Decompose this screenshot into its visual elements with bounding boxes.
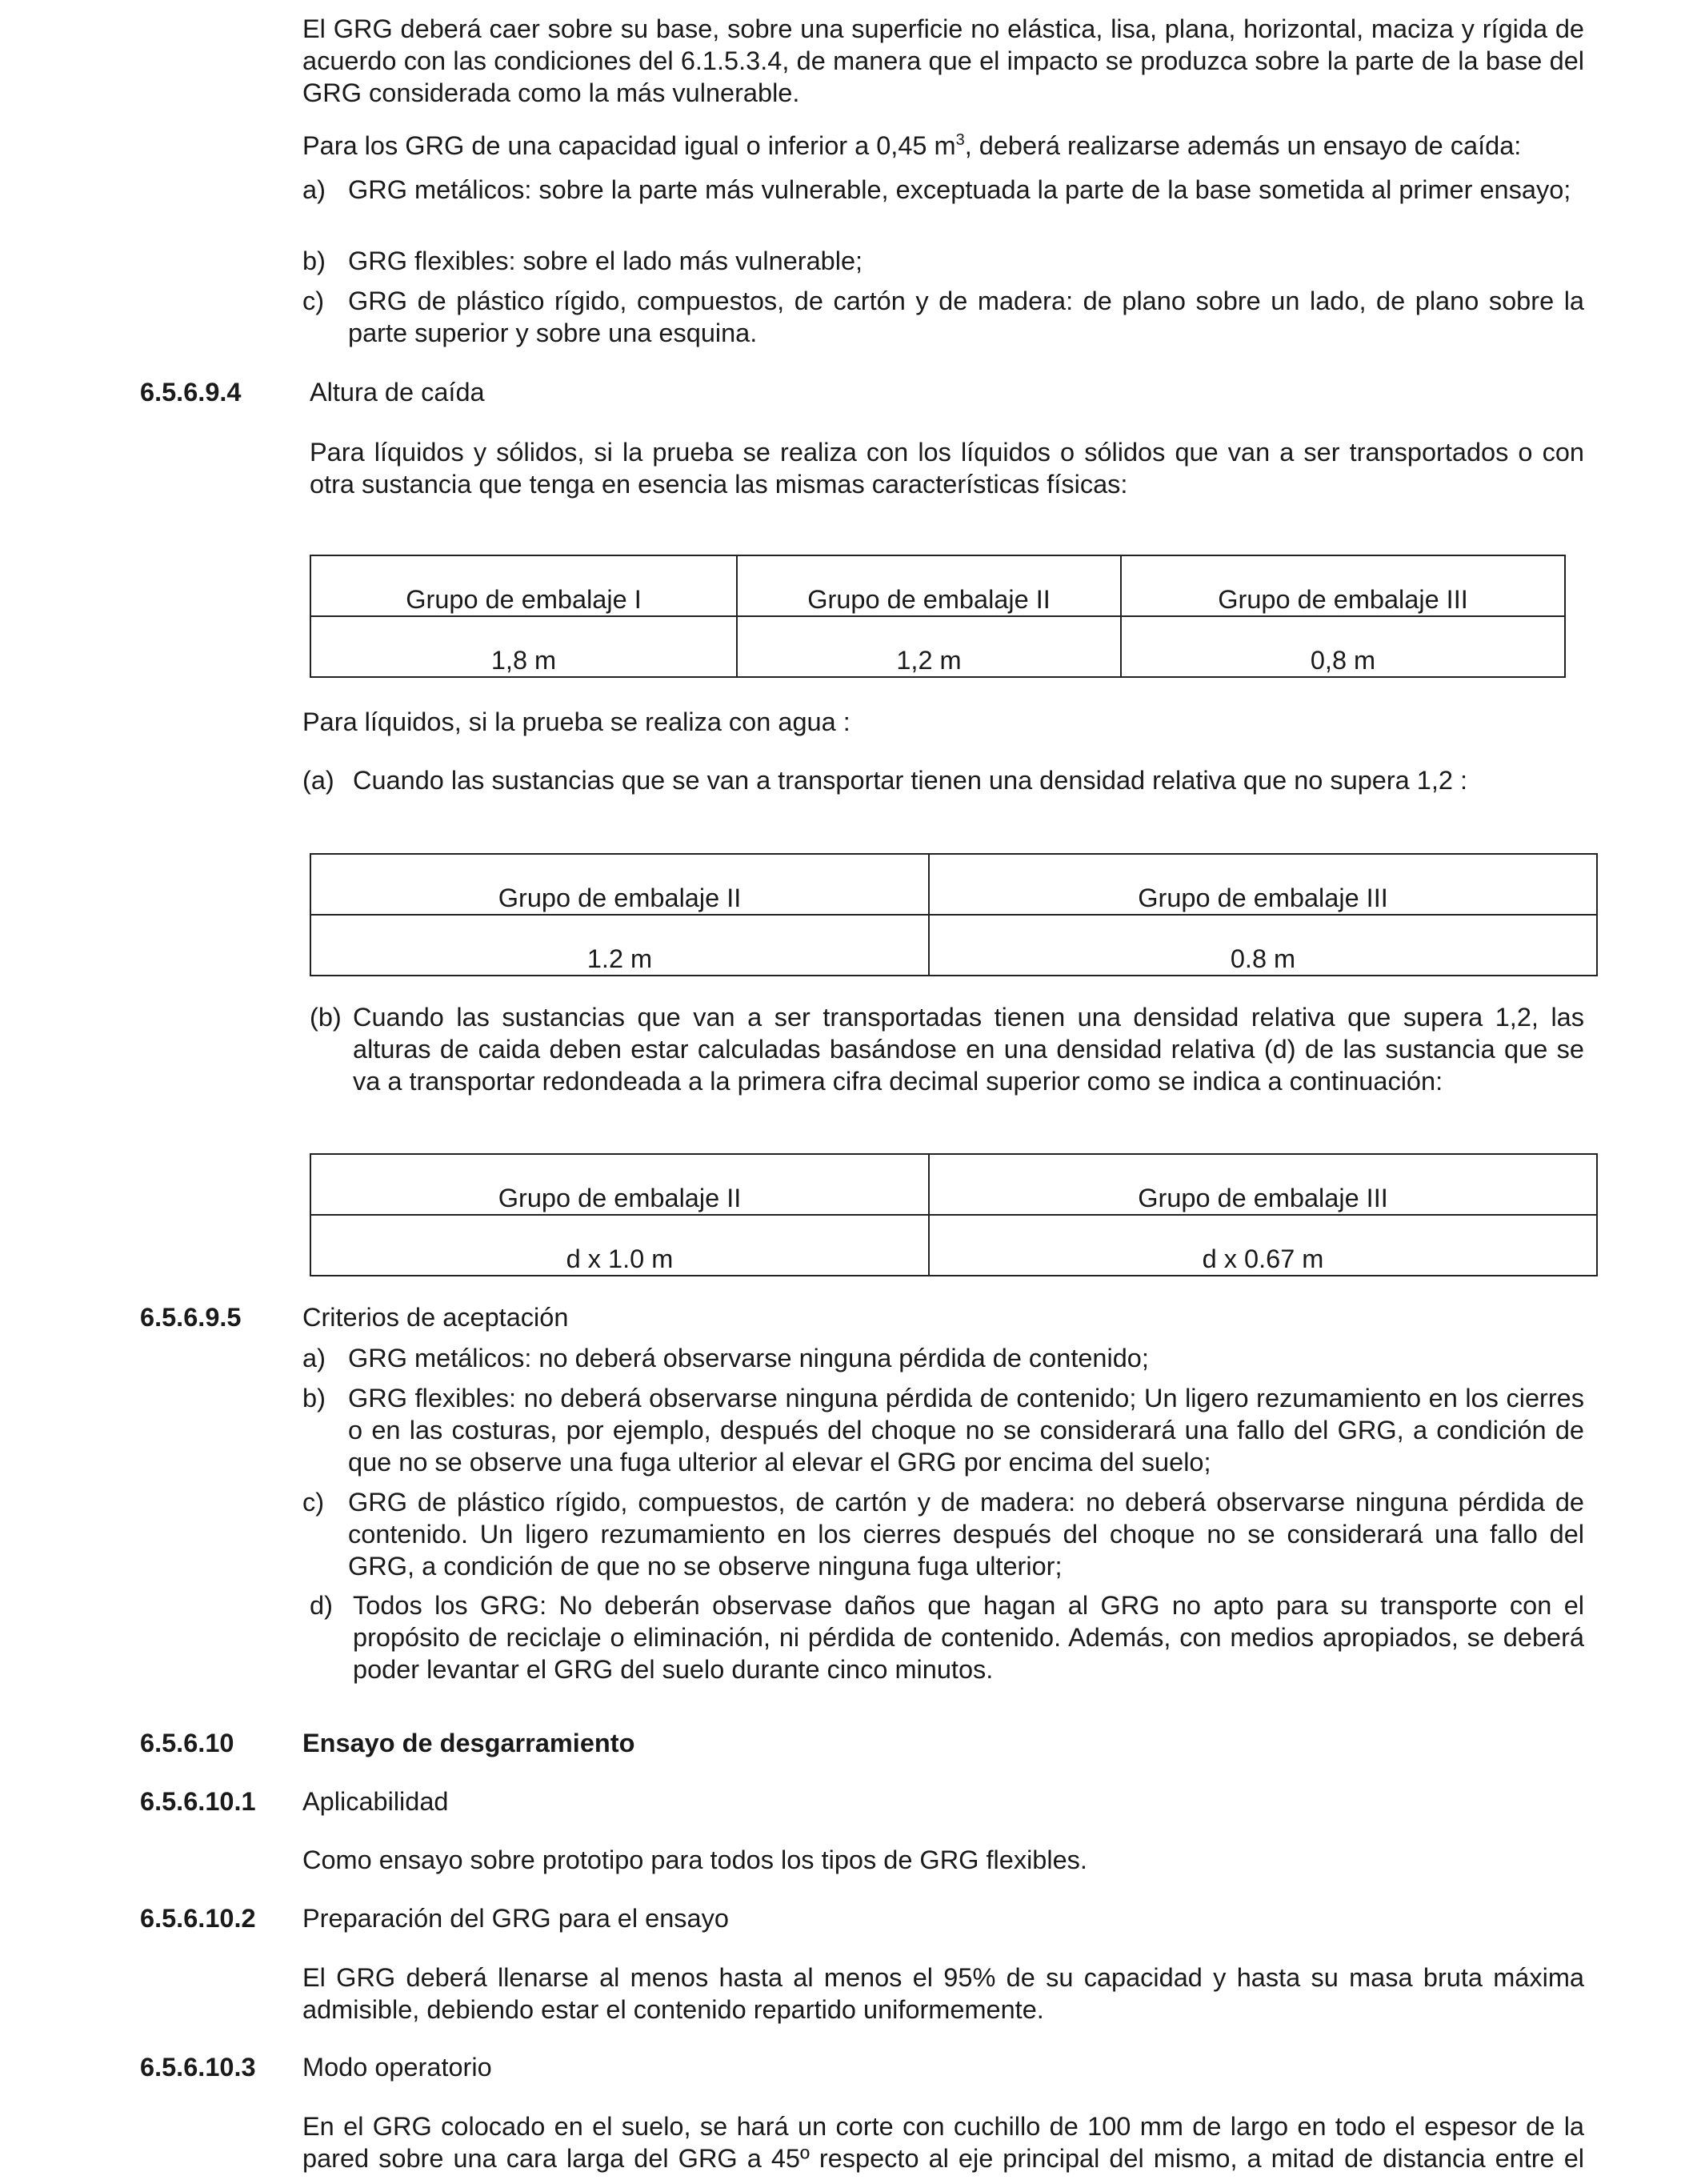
- table-row: [310, 915, 1597, 976]
- list-item-label: (a): [302, 766, 334, 795]
- list-item-label: c): [302, 1488, 325, 1517]
- section-656102-paragraph: El GRG deberá llenarse al menos hasta al menos el 95% de su capacidad y hasta su masa bruta máxima admisible, debiendo estar el contenido repartido uniformemente.: [302, 1963, 1584, 2024]
- section-number-6-5-6-10-2: 6.5.6.10.2: [140, 1904, 256, 1933]
- cubic-superscript: 3: [955, 131, 965, 150]
- table-cell: 1.2 m: [310, 915, 929, 976]
- intro-paragraph-2-text-end: , deberá realizarse además un ensayo de caída:: [964, 131, 1522, 160]
- table-header-cell: Grupo de embalaje II: [310, 1154, 929, 1215]
- intro-paragraph-2-text: Para los GRG de una capacidad igual o inferior a 0,45 m: [302, 131, 956, 160]
- intro-list-item-a: [302, 174, 1584, 238]
- table-cell: 1,8 m: [310, 616, 737, 677]
- table-cell: d x 0.67 m: [929, 1215, 1597, 1276]
- list-item-label: a): [302, 1344, 326, 1373]
- list-item-label: a): [302, 175, 326, 204]
- table-header-row: [310, 854, 1597, 915]
- table-cell: 0.8 m: [929, 915, 1597, 976]
- table-header-row: [310, 555, 1565, 616]
- table-cell: 0,8 m: [1121, 616, 1565, 677]
- intro-list-item-b: [302, 245, 1584, 277]
- list-item-label: d): [310, 1591, 333, 1620]
- section-number-6-5-6-9-4: 6.5.6.9.4: [140, 378, 242, 407]
- section-6594-paragraph-2: Para líquidos, si la prueba se realiza con agua :: [302, 707, 850, 736]
- section-656101-paragraph: Como ensayo sobre prototipo para todos los tipos de GRG flexibles.: [302, 1845, 1087, 1874]
- criteria-item-b: [302, 1382, 1584, 1478]
- section-title-aplicabilidad: Aplicabilidad: [302, 1787, 449, 1816]
- section-number-6-5-6-9-5: 6.5.6.9.5: [140, 1303, 242, 1332]
- list-item-text: Cuando las sustancias que se van a transportar tienen una densidad relativa que no supera 1,2 :: [353, 766, 1468, 795]
- list-item-text: GRG de plástico rígido, compuestos, de cartón y de madera: de plano sobre un lado, de plano sobre la parte superior y sobre una esquina.: [348, 287, 1584, 347]
- table-header-cell: Grupo de embalaje III: [929, 854, 1597, 915]
- drop-height-table-solids: [310, 555, 1566, 678]
- table-row: [310, 616, 1565, 677]
- intro-paragraph-1: El GRG deberá caer sobre su base, sobre una superficie no elástica, lisa, plana, horizontal, maciza y rígida de acuerdo con las condiciones del 6.1.5.3.4, de manera que el impacto se produzca sobre la parte de la base del GRG considerada como la más vulnerable.: [302, 14, 1584, 107]
- intro-list-item-c: [302, 285, 1584, 349]
- drop-height-table-water-low-density: [310, 853, 1598, 976]
- list-item-text: GRG flexibles: no deberá observarse ninguna pérdida de contenido; Un ligero rezumamiento en los cierres o en las costuras, por ejemplo, después del choque no se considerará una fallo del GRG, a condición de que no se observe una fuga ulterior al elevar el GRG por encima del suelo;: [348, 1384, 1584, 1477]
- table-header-row: [310, 1154, 1597, 1215]
- criteria-item-c: [302, 1486, 1584, 1582]
- section-656103-paragraph: En el GRG colocado en el suelo, se hará un corte con cuchillo de 100 mm de largo en todo el espesor de la pared sobre una cara larga del GRG a 45º respecto al eje principal del mismo, a mitad de distancia entre el: [302, 2112, 1584, 2173]
- section-title-criterios-de-aceptacion: Criterios de aceptación: [302, 1303, 569, 1332]
- table-cell: 1,2 m: [737, 616, 1121, 677]
- table-header-cell: Grupo de embalaje III: [1121, 555, 1565, 616]
- table-header-cell: Grupo de embalaje II: [737, 555, 1121, 616]
- section-number-6-5-6-10-1: 6.5.6.10.1: [140, 1787, 256, 1816]
- section-number-6-5-6-10: 6.5.6.10: [140, 1729, 234, 1757]
- water-case-b: [310, 1001, 1584, 1097]
- water-case-a: [302, 764, 1584, 796]
- criteria-item-d: [310, 1589, 1584, 1685]
- list-item-label: c): [302, 287, 325, 315]
- list-item-text: GRG de plástico rígido, compuestos, de cartón y de madera: no deberá observarse ninguna pérdida de contenido. Un ligero rezumamiento en los cierres después del choque no se considerará una fallo del GRG, a condición de que no se observe ninguna fuga ulterior;: [348, 1488, 1584, 1581]
- section-title-altura-de-caida: Altura de caída: [310, 378, 485, 407]
- list-item-label: b): [302, 1384, 326, 1413]
- section-title-preparacion-del-grg: Preparación del GRG para el ensayo: [302, 1904, 729, 1933]
- drop-height-table-water-high-density: [310, 1153, 1598, 1276]
- criteria-item-a: [302, 1342, 1584, 1374]
- list-item-text: GRG metálicos: no deberá observarse ninguna pérdida de contenido;: [348, 1344, 1149, 1373]
- list-item-text: GRG metálicos: sobre la parte más vulnerable, exceptuada la parte de la base sometida al primer ensayo;: [348, 175, 1571, 204]
- list-item-text: GRG flexibles: sobre el lado más vulnerable;: [348, 246, 863, 275]
- table-header-cell: Grupo de embalaje I: [310, 555, 737, 616]
- list-item-label: b): [302, 246, 326, 275]
- intro-paragraph-2: [302, 130, 1584, 162]
- section-title-modo-operatorio: Modo operatorio: [302, 2053, 492, 2082]
- list-item-text: Cuando las sustancias que van a ser transportadas tienen una densidad relativa que supera 1,2, las alturas de caida deben estar calculadas basándose en una densidad relativa (d) de las sustancia que se va a transportar redondeada a la primera cifra decimal superior como se indica a continuación:: [353, 1003, 1584, 1096]
- section-number-6-5-6-10-3: 6.5.6.10.3: [140, 2053, 256, 2082]
- section-6594-paragraph-1: Para líquidos y sólidos, si la prueba se realiza con los líquidos o sólidos que van a ser transportados o con otra sustancia que tenga en esencia las mismas características físicas:: [310, 438, 1584, 499]
- list-item-label: (b): [310, 1003, 342, 1032]
- section-title-ensayo-de-desgarramiento: Ensayo de desgarramiento: [302, 1729, 635, 1757]
- table-cell: d x 1.0 m: [310, 1215, 929, 1276]
- table-header-cell: Grupo de embalaje II: [310, 854, 929, 915]
- list-item-text: Todos los GRG: No deberán observase daños que hagan al GRG no apto para su transporte con el propósito de reciclaje o eliminación, ni pérdida de contenido. Además, con medios apropiados, se deberá poder levantar el GRG del suelo durante cinco minutos.: [353, 1591, 1584, 1684]
- table-row: [310, 1215, 1597, 1276]
- table-header-cell: Grupo de embalaje III: [929, 1154, 1597, 1215]
